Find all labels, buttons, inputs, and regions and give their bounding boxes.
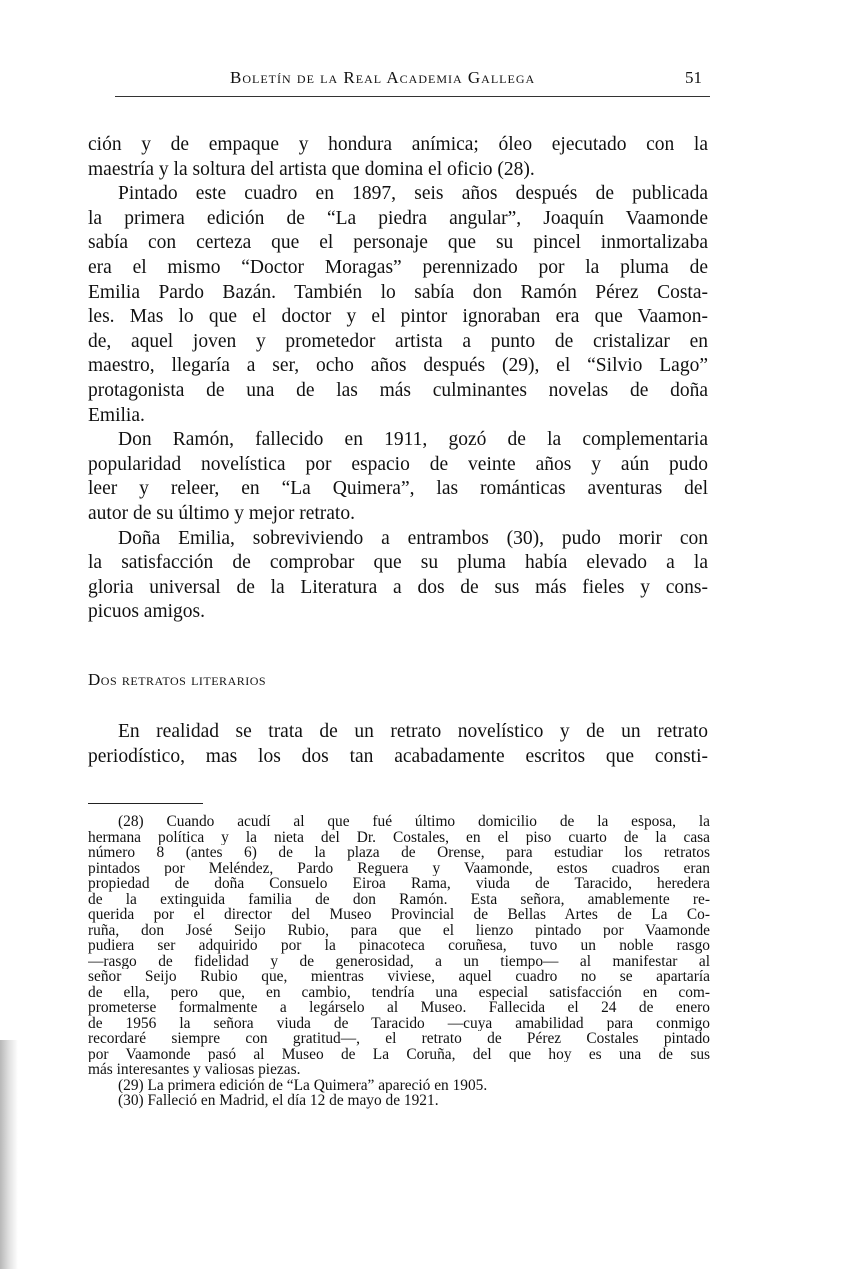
text-line: sabía con certeza que el personaje que su pincel inmortalizaba <box>88 232 708 254</box>
text-line: periodístico, mas los dos tan acabadamente escritos que consti- <box>88 745 708 767</box>
footnote-line: (28) Cuando acudí al que fué último domicilio de la esposa, la <box>118 814 710 830</box>
footnote-line: por Vaamonde pasó al Museo de La Coruña, del que hoy es una de sus <box>88 1046 710 1062</box>
text-line: les. Mas lo que el doctor y el pintor ignoraban era que Vaamon- <box>88 306 708 328</box>
footnote-line: (30) Falleció en Madrid, el día 12 de mayo de 1921. <box>118 1093 439 1109</box>
footnote-line: señor Seijo Rubio que, mientras viviese, aquel cuadro no se apartaría <box>88 969 710 985</box>
footnote-line: hermana política y la nieta del Dr. Costales, en el piso cuarto de la casa <box>88 829 710 845</box>
text-line: Pintado este cuadro en 1897, seis años después de publicada <box>118 183 708 205</box>
footnote-line: de 1956 la señora viuda de Taracido —cuya amabilidad para conmigo <box>88 1015 710 1031</box>
text-line: gloria universal de la Literatura a dos de sus más fieles y cons- <box>88 576 708 598</box>
text-line: de, aquel joven y prometedor artista a punto de cristalizar en <box>88 330 708 352</box>
page-number: 51 <box>685 68 702 87</box>
text-line: En realidad se trata de un retrato novelístico y de un retrato <box>118 721 708 742</box>
text-line: popularidad novelística por espacio de veinte años y aún pudo <box>88 453 708 475</box>
text-line: era el mismo “Doctor Moragas” perennizado por la pluma de <box>88 256 708 278</box>
text-line: Doña Emilia, sobreviviendo a entrambos (30), pudo morir con <box>118 527 708 549</box>
footnote-line: pintados por Meléndez, Pardo Reguera y Vaamonde, estos cuadros eran <box>88 860 710 876</box>
text-line: la primera edición de “La piedra angular”, Joaquín Vaamonde <box>88 207 708 229</box>
footnote-line: de ella, pero que, en cambio, tendría una especial satisfacción en com- <box>88 984 710 1000</box>
text-line: Emilia Pardo Bazán. También lo sabía don Ramón Pérez Costa- <box>88 281 708 303</box>
text-line: maestro, llegaría a ser, ocho años después (29), el “Silvio Lago” <box>88 355 708 377</box>
main-text <box>88 133 708 625</box>
text-line: maestría y la soltura del artista que domina el oficio (28). <box>88 158 535 180</box>
text-line: leer y releer, en “La Quimera”, las románticas aventuras del <box>88 478 708 500</box>
text-line: Don Ramón, fallecido en 1911, gozó de la complementaria <box>118 429 708 451</box>
text-line: Emilia. <box>88 404 145 426</box>
footnote-line: de la extinguida familia de don Ramón. Esta señora, amablemente re- <box>88 891 710 907</box>
header-rule <box>115 96 710 97</box>
footnote-line: (29) La primera edición de “La Quimera” apareció en 1905. <box>118 1077 488 1093</box>
journal-title: Boletín de la Real Academia Gallega <box>230 68 536 87</box>
footnote-line: recordaré siempre con gratitud—, el retrato de Pérez Costales pintado <box>88 1031 710 1047</box>
footnote-line: número 8 (antes 6) de la plaza de Orense, para estudiar los retratos <box>88 845 710 861</box>
text-line: ción y de empaque y hondura anímica; óleo ejecutado con la <box>88 134 708 155</box>
running-header <box>115 68 710 94</box>
section-text <box>88 720 708 769</box>
text-line: autor de su último y mejor retrato. <box>88 502 355 524</box>
text-line: protagonista de una de las más culminantes novelas de doña <box>88 379 708 401</box>
footnotes <box>88 814 710 1109</box>
scan-shadow <box>0 1040 18 1269</box>
text-line: picuos amigos. <box>88 601 205 623</box>
footnote-line: —rasgo de fidelidad y de generosidad, a un tiempo— al manifestar al <box>88 953 710 969</box>
footnote-line: prometerse formalmente a legárselo al Museo. Fallecida el 24 de enero <box>88 1000 710 1016</box>
footnote-line: querida por el director del Museo Provincial de Bellas Artes de La Co- <box>88 907 710 923</box>
footnote-line: pudiera ser adquirido por la pinacoteca coruñesa, tuvo un noble rasgo <box>88 938 710 954</box>
footnote-line: más interesantes y valiosas piezas. <box>88 1062 301 1078</box>
footnote-line: propiedad de doña Consuelo Eiroa Rama, viuda de Taracido, heredera <box>88 876 710 892</box>
section-heading: Dos retratos literarios <box>88 670 267 689</box>
text-line: la satisfacción de comprobar que su pluma había elevado a la <box>88 552 708 574</box>
footnote-rule <box>88 803 203 804</box>
footnote-line: ruña, don José Seijo Rubio, para que el lienzo pintado por Vaamonde <box>88 922 710 938</box>
